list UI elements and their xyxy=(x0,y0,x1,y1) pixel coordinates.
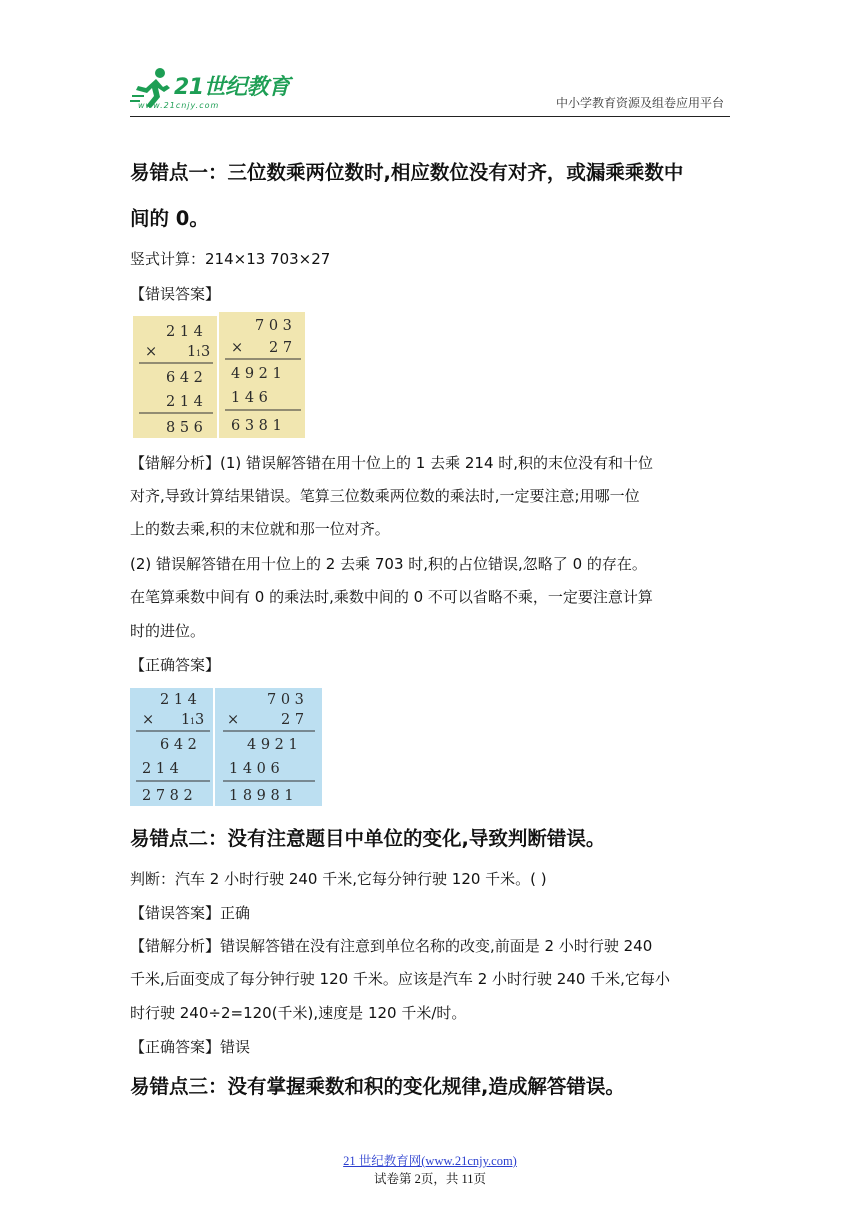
section1-question: 竖式计算：214×13 703×27 xyxy=(130,250,331,268)
section2-question: 判断：汽车 2 小时行驶 240 千米,它每分钟行驶 120 千米。( ) xyxy=(130,870,547,888)
section1-analysis-4: (2) 错误解答错在用十位上的 2 去乘 703 时,积的占位错误,忽略了 0 的存在。 xyxy=(130,555,647,573)
calc-partial1: 6 4 2 xyxy=(166,370,203,386)
calc-multiplier: 2 7 xyxy=(281,712,305,728)
calc-partial2: 1 4 6 xyxy=(231,390,268,406)
calc-result: 2 7 8 2 xyxy=(142,788,193,804)
calc-carry: 1 xyxy=(190,717,196,726)
calc-result: 8 5 6 xyxy=(166,420,203,436)
section2-right-answer: 【正确答案】错误 xyxy=(130,1038,251,1056)
calc-partial2: 2 1 4 xyxy=(142,761,179,777)
calc-result: 6 3 8 1 xyxy=(231,418,282,434)
section1-analysis-6: 时的进位。 xyxy=(130,622,206,640)
footer-site-link[interactable]: 21 世纪教育网(www.21cnjy.com) xyxy=(343,1154,517,1168)
logo-url: www.21cnjy.com xyxy=(138,101,220,110)
section1-analysis-2: 对齐,导致计算结果错误。笔算三位数乘两位数的乘法时,一定要注意;用哪一位 xyxy=(130,487,640,505)
right-calc-703x27 xyxy=(215,688,322,806)
section1-title-line1: 易错点一：三位数乘两位数时,相应数位没有对齐，或漏乘乘数中 xyxy=(130,161,684,184)
section1-wrong-label: 【错误答案】 xyxy=(130,285,221,303)
calc-partial1: 4 9 2 1 xyxy=(247,737,298,753)
calc-multiplier-last: 3 xyxy=(195,712,205,728)
calc-top: 2 1 4 xyxy=(166,324,203,340)
calc-multiplier-last: 3 xyxy=(201,344,211,360)
calc-top: 7 0 3 xyxy=(255,318,292,334)
section1-title-line2: 间的 0。 xyxy=(130,207,209,230)
calc-top: 7 0 3 xyxy=(267,692,304,708)
calc-multiplier: 1 xyxy=(181,712,191,728)
site-logo[interactable] xyxy=(130,64,290,116)
wrong-calc-703x27 xyxy=(219,312,305,438)
right-calc-214x13 xyxy=(130,688,213,806)
calc-times-sign: × xyxy=(145,344,158,360)
section1-analysis-3: 上的数去乘,积的末位就和那一位对齐。 xyxy=(130,520,390,538)
calc-multiplier: 1 xyxy=(187,344,197,360)
section1-analysis-1: 【错解分析】(1) 错误解答错在用十位上的 1 去乘 214 时,积的末位没有和十位 xyxy=(130,454,654,472)
section1-right-label: 【正确答案】 xyxy=(130,656,221,674)
section2-title: 易错点二：没有注意题目中单位的变化,导致判断错误。 xyxy=(130,827,606,850)
calc-partial1: 4 9 2 1 xyxy=(231,366,282,382)
calc-partial2: 1 4 0 6 xyxy=(229,761,280,777)
page-header xyxy=(130,64,730,116)
header-divider xyxy=(130,116,730,117)
wrong-calc-214x13 xyxy=(133,316,217,438)
platform-name: 中小学教育资源及组卷应用平台 xyxy=(555,96,724,110)
section2-analysis-3: 时行驶 240÷2=120(千米),速度是 120 千米/时。 xyxy=(130,1004,467,1022)
calc-carry: 1 xyxy=(196,349,202,358)
section1-analysis-5: 在笔算乘数中间有 0 的乘法时,乘数中间的 0 不可以省略不乘，一定要注意计算 xyxy=(130,588,653,606)
calc-result: 1 8 9 8 1 xyxy=(229,788,294,804)
calc-times-sign: × xyxy=(231,340,244,356)
section2-analysis-2: 千米,后面变成了每分钟行驶 120 千米。应该是汽车 2 小时行驶 240 千米,它每小 xyxy=(130,970,670,988)
calc-times-sign: × xyxy=(227,712,240,728)
logo-text: 21世纪教育 xyxy=(174,75,290,100)
calc-top: 2 1 4 xyxy=(160,692,197,708)
calc-multiplier: 2 7 xyxy=(269,340,293,356)
section2-analysis-1: 【错解分析】错误解答错在没有注意到单位名称的改变,前面是 2 小时行驶 240 xyxy=(130,937,653,955)
footer-page-number: 试卷第 2页，共 11页 xyxy=(373,1172,487,1186)
calc-times-sign: × xyxy=(142,712,155,728)
section3-title: 易错点三：没有掌握乘数和积的变化规律,造成解答错误。 xyxy=(130,1075,625,1098)
calc-partial1: 6 4 2 xyxy=(160,737,197,753)
section2-wrong-answer: 【错误答案】正确 xyxy=(130,904,251,922)
calc-partial2: 2 1 4 xyxy=(166,394,203,410)
